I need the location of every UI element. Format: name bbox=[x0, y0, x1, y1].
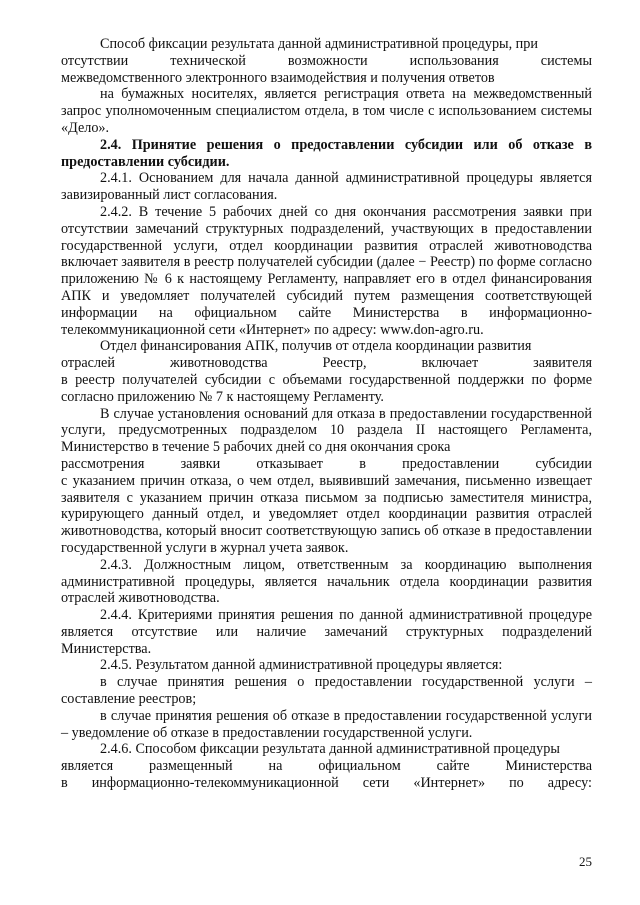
paragraph-result-grant: в случае принятия решения о предоставлении государственной услуги – составление реестров; bbox=[61, 674, 592, 708]
paragraph-finance-dept: Отдел финансирования АПК, получив от отдела координации развития bbox=[100, 338, 532, 355]
paragraph-2-4-3: 2.4.3. Должностным лицом, ответственным за координацию выполнения административной процедуры, является начальник отдела координации развития отраслей животноводства. bbox=[61, 556, 592, 607]
document-body bbox=[61, 36, 592, 792]
paragraph-2-4-6: 2.4.6. Способом фиксации результата данной административной процедуры bbox=[100, 741, 560, 758]
paragraph-fixation-method-cont: отсутствии технической возможности использования системы bbox=[61, 52, 592, 69]
paragraph-fixation-method: Способ фиксации результата данной административной процедуры, при bbox=[100, 36, 538, 52]
paragraph-fixation-method-cont2: межведомственного электронного взаимодействия и получения ответов bbox=[61, 69, 495, 86]
paragraph-2-4-6-cont: является размещенный на официальном сайте Министерства bbox=[61, 758, 592, 775]
paragraph-finance-dept-cont: отраслей животноводства Реестр, включает заявителя bbox=[61, 355, 592, 372]
paragraph-refusal-case: В случае установления оснований для отказа в предоставлении государственной услуги, предусмотренных подразделом 10 раздела II настоящего Регламента, Министерство в течение 5 рабочих дней со дня окончания срока bbox=[61, 405, 592, 456]
paragraph-refusal-case-cont: рассмотрения заявки отказывает в предоставлении субсидии bbox=[61, 455, 592, 472]
paragraph-finance-dept-cont2: в реестр получателей субсидии с объемами государственной поддержки по форме согласно приложению № 7 к настоящему Регламенту. bbox=[61, 371, 592, 405]
section-heading-2-4: 2.4. Принятие решения о предоставлении субсидии или об отказе в предоставлении субсидии. bbox=[61, 136, 592, 170]
paragraph-2-4-2: 2.4.2. В течение 5 рабочих дней со дня окончания рассмотрения заявки при отсутствии замечаний структурных подразделений, участвующих в предоставлении государственной услуги, отдел координации развития отраслей животноводства включает заявителя в реестр получателей субсидии (далее − Реестр) по форме согласно приложению № 6 к настоящему Регламенту, направляет его в отдел финансирования АПК и уведомляет получателей субсидий путем размещения соответствующей информации на официальном сайте Министерства в информационно-телекоммуникационной сети «Интернет» по адресу: www.don-agro.ru. bbox=[61, 203, 592, 338]
paragraph-2-4-5: 2.4.5. Результатом данной административной процедуры является: bbox=[100, 657, 503, 674]
paragraph-paper-carriers: на бумажных носителях, является регистрация ответа на межведомственный запрос уполномоченным специалистом отдела, в том числе с использованием системы «Дело». bbox=[61, 86, 592, 136]
paragraph-2-4-1: 2.4.1. Основанием для начала данной административной процедуры является завизированный лист согласования. bbox=[61, 170, 592, 204]
page-number: 25 bbox=[579, 854, 592, 869]
paragraph-2-4-6-cont2: в информационно-телекоммуникационной сети «Интернет» по адресу: bbox=[61, 775, 592, 792]
paragraph-refusal-case-cont2: с указанием причин отказа, о чем отдел, выявивший замечания, письменно извещает заявителя с указанием причин отказа письмом за подписью заместителя министра, курирующего данный отдел, и уведомляет отдел координации развития отраслей животноводства, который вносит соответствующую запись об отказе в предоставлении государственной услуги в журнал учета заявок. bbox=[61, 472, 592, 556]
paragraph-result-refusal: в случае принятия решения об отказе в предоставлении государственной услуги – уведомление об отказе в предоставлении государственной услуги. bbox=[61, 707, 592, 741]
paragraph-2-4-4: 2.4.4. Критериями принятия решения по данной административной процедуре является отсутствие или наличие замечаний структурных подразделений Министерства. bbox=[61, 607, 592, 657]
